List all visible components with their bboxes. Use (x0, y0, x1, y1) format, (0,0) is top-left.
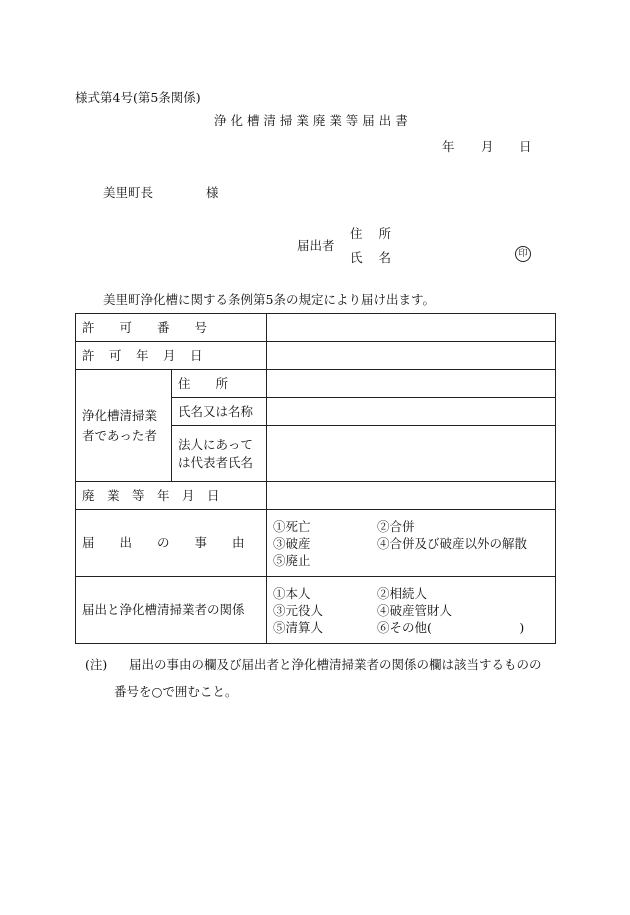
relation-option[interactable]: ⑤清算人 (273, 619, 324, 635)
representative-field[interactable] (267, 426, 556, 482)
table-row (76, 342, 556, 370)
intro-text: 美里町浄化槽に関する条例第5条の規定により届け出ます。 (103, 292, 435, 307)
table-row (76, 370, 556, 398)
table-row (76, 482, 556, 510)
permit-date-field[interactable] (267, 342, 556, 370)
representative-label: 法人にあっては代表者氏名 (172, 426, 267, 482)
relation-option[interactable]: ②相続人 (377, 585, 428, 601)
date-year: 年 (442, 139, 455, 154)
reason-option[interactable]: ②合併 (377, 518, 415, 534)
date-day: 日 (519, 139, 532, 154)
relation-option[interactable]: ④破産管財人 (377, 602, 453, 618)
reason-option[interactable]: ①死亡 (273, 518, 311, 534)
notifier-label: 届出者 (297, 238, 335, 253)
name-label: 氏 名 (350, 250, 397, 265)
relation-label: 届出と浄化槽清掃業者の関係 (76, 577, 267, 644)
note-line-2: 番号を○で囲むこと。 (114, 684, 238, 699)
relation-options (267, 577, 556, 644)
reason-option[interactable]: ⑤廃止 (273, 552, 311, 568)
relation-option[interactable]: ⑥その他( ) (377, 619, 525, 635)
relation-option[interactable]: ③元役人 (273, 602, 324, 618)
permit-date-label: 許 可 年 月 日 (76, 342, 267, 370)
addressee: 美里町長 (103, 185, 154, 200)
reason-option[interactable]: ④合併及び破産以外の解散 (377, 535, 528, 551)
addressee-suffix: 様 (206, 185, 219, 200)
closure-date-field[interactable] (267, 482, 556, 510)
table-row (76, 314, 556, 342)
closure-date-label: 廃 業 等 年 月 日 (76, 482, 267, 510)
form-number: 様式第4号(第5条関係) (75, 90, 201, 105)
note-line-1: 届出の事由の欄及び届出者と浄化槽清掃業者の関係の欄は該当するものの (129, 657, 542, 672)
page-title: 浄 化 槽 清 掃 業 廃 業 等 届 出 書 (214, 113, 408, 128)
form-table (75, 313, 556, 644)
former-operator-label: 浄化槽清掃業者であった者 (76, 370, 172, 482)
address-field[interactable] (267, 370, 556, 398)
reason-options (267, 510, 556, 577)
permit-number-label: 許 可 番 号 (76, 314, 267, 342)
address-label: 住 所 (172, 370, 267, 398)
reason-label: 届 出 の 事 由 (76, 510, 267, 577)
name-or-title-field[interactable] (267, 398, 556, 426)
table-row (76, 577, 556, 644)
reason-option[interactable]: ③破産 (273, 535, 311, 551)
permit-number-field[interactable] (267, 314, 556, 342)
date-month: 月 (481, 139, 494, 154)
note-prefix: (注) (85, 657, 108, 672)
relation-option[interactable]: ①本人 (273, 585, 311, 601)
table-row (76, 510, 556, 577)
address-label: 住 所 (350, 226, 397, 241)
name-or-title-label: 氏名又は名称 (172, 398, 267, 426)
seal-icon: 印 (515, 246, 531, 262)
